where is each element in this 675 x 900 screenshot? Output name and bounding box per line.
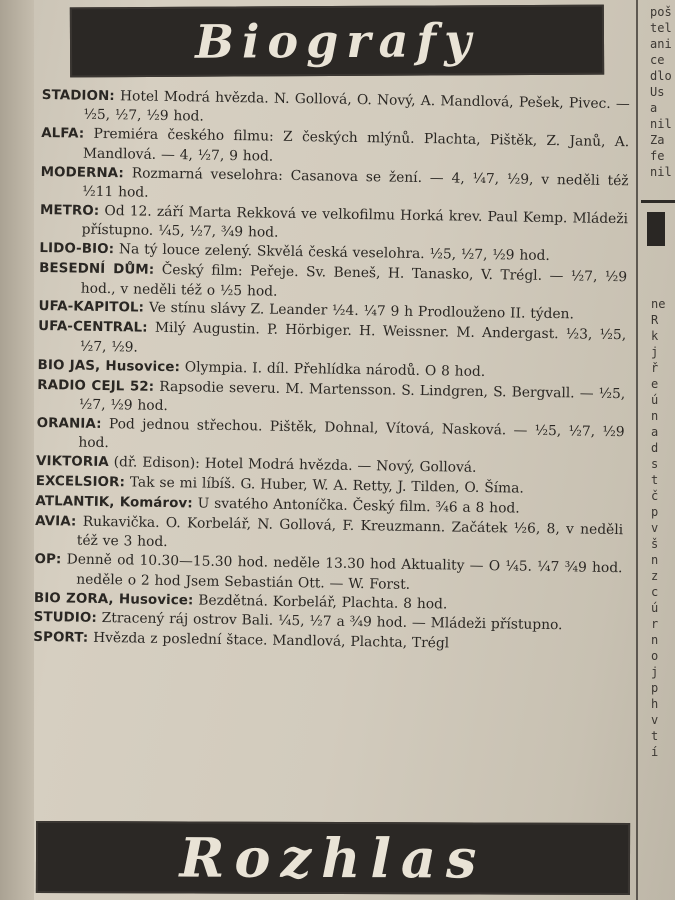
column-fragment-line: p: [651, 505, 659, 519]
column-fragment-line: o: [651, 649, 659, 663]
column-fragment-line: t: [651, 729, 659, 743]
column-fragment-line: j: [651, 665, 659, 679]
cinema-name: STUDIO:: [33, 610, 97, 627]
cinema-name: EXCELSIOR:: [35, 474, 126, 491]
listing-details: Milý Augustin. P. Hörbiger. H. Weissner. M. Andergast. ½3, ½5, ½7, ½9.: [79, 320, 627, 356]
cinema-listings: [33, 86, 630, 657]
section-header-biografy: [70, 5, 604, 78]
cinema-name: RADIO CEJL 52:: [37, 377, 155, 395]
column-fragment-line: j: [651, 345, 659, 359]
column-fragment-line: č: [651, 489, 659, 503]
column-fragment-line: fe: [650, 149, 665, 163]
column-fragment-line: dlo: [650, 69, 672, 83]
column-fragment-line: ce: [650, 53, 665, 67]
cinema-name: UFA-KAPITOL:: [38, 299, 145, 317]
listing-details: Hotel Modrá hvězda. N. Gollová, O. Nový, A. Mandlová, Pešek, Pivec. — ½5, ½7, ½9 hod.: [83, 88, 630, 125]
listing-details: Denně od 10.30—15.30 hod. neděle 13.30 hod Aktuality — O ¼5. ¼7 ¾9 hod. neděle o 2 hod Jsem Sebastián Ott. — W. Forst.: [66, 551, 623, 593]
cinema-name: METRO:: [39, 202, 100, 219]
column-fragment-line: c: [651, 585, 659, 599]
column-fragment-line: poš: [650, 5, 672, 19]
cinema-name: UFA-CENTRAL:: [38, 319, 148, 337]
column-fragment-line: p: [651, 681, 659, 695]
listing-details: Bezdětná. Korbelář, Plachta. 8 hod.: [198, 592, 448, 612]
column-fragment-line: ani: [650, 37, 672, 51]
adjacent-column-text-lower: [651, 296, 665, 760]
listing-details: Od 12. září Marta Rekková ve velkofilmu Horká krev. Paul Kemp. Mládeži přístupno. ¼5, ½7, ¾9 hod.: [81, 202, 629, 242]
column-fragment-line: š: [651, 537, 659, 551]
column-fragment-line: nil: [650, 117, 672, 131]
listing-details: Pod jednou střechou. Pištěk, Dohnal, Vítová, Nasková. — ½5, ½7, ½9 hod.: [78, 416, 625, 452]
column-fragment-line: R: [651, 313, 659, 327]
headline-fragment-block: [647, 212, 665, 246]
listing-details: (dř. Edison): Hotel Modrá hvězda. — Nový, Gollová.: [113, 454, 477, 477]
section-title: Biografy: [194, 13, 480, 69]
cinema-name: ALFA:: [41, 126, 85, 142]
cinema-name: LIDO-BIO:: [39, 241, 115, 258]
listing-details: Rapsodie severu. M. Martensson. S. Lindgren, S. Bergvall. — ½5, ½7, ½9 hod.: [78, 378, 626, 415]
column-fragment-line: n: [651, 409, 659, 423]
section-title: Rozhlas: [179, 825, 487, 891]
cinema-name: BESEDNÍ DŮM:: [39, 261, 155, 278]
cinema-name: SPORT:: [33, 630, 89, 647]
listing-details: Na tý louce zelený. Skvělá česká veselohra. ½5, ½7, ½9 hod.: [118, 241, 550, 265]
column-fragment-line: tel: [650, 21, 672, 35]
column-fragment-line: ú: [651, 393, 659, 407]
page-edge-shadow: [0, 0, 34, 900]
column-fragment-line: z: [651, 569, 659, 583]
column-fragment-line: h: [651, 697, 659, 711]
column-fragment-line: v: [651, 521, 659, 535]
listing-details: Hvězda z poslední štace. Mandlová, Plachta, Trégl: [93, 630, 450, 652]
column-divider: [636, 0, 638, 900]
cinema-name: AVIA:: [35, 513, 77, 530]
listing-details: Premiéra českého filmu: Z českých mlýnů. Plachta, Pištěk, Z. Janů, A. Mandlová. — 4, ½7, 9 hod.: [82, 126, 630, 165]
column-fragment-line: Us: [650, 85, 665, 99]
cinema-name: VIKTORIA: [35, 454, 109, 471]
column-fragment-line: k: [651, 329, 659, 343]
column-fragment-line: a: [650, 101, 658, 115]
adjacent-column-fragment: [641, 0, 675, 900]
listing-details: Tak se mi líbíš. G. Huber, W. A. Retty, J. Tilden, O. Šíma.: [129, 474, 524, 497]
section-header-rozhlas: [36, 821, 630, 895]
column-rule: [641, 200, 675, 203]
listing-details: Olympia. I. díl. Přehlídka národů. O 8 hod.: [184, 358, 486, 380]
listing-details: Ve stínu slávy Z. Leander ½4. ¼7 9 h Prodlouženo II. týden.: [148, 300, 575, 323]
cinema-name: ORANIA:: [36, 415, 102, 432]
column-fragment-line: ú: [651, 601, 659, 615]
cinema-name: ATLANTIK, Komárov:: [35, 493, 193, 512]
column-fragment-line: nil: [650, 165, 672, 179]
cinema-name: STADION:: [41, 87, 115, 105]
column-fragment-line: s: [651, 457, 659, 471]
column-fragment-line: r: [651, 617, 659, 631]
column-fragment-line: Za: [650, 133, 665, 147]
adjacent-column-text-top: [650, 4, 672, 180]
listing-details: U svatého Antoníčka. Český film. ¾6 a 8 hod.: [197, 495, 520, 517]
column-fragment-line: n: [651, 633, 659, 647]
column-fragment-line: ne: [651, 297, 666, 311]
cinema-name: MODERNA:: [40, 164, 125, 181]
cinema-name: OP:: [34, 552, 62, 568]
cinema-name: BIO JAS, Husovice:: [37, 357, 181, 375]
column-fragment-line: e: [651, 377, 659, 391]
column-fragment-line: d: [651, 441, 659, 455]
listing-details: Ztracený ráj ostrov Bali. ¼5, ½7 a ¾9 hod. — Mládeži přístupno.: [101, 610, 563, 634]
column-fragment-line: ř: [651, 361, 659, 375]
listing-details: Český film: Peřeje. Sv. Beneš, H. Tanasko, V. Trégl. — ½7, ½9 hod., v neděli též o ½5 hod.: [80, 262, 628, 300]
column-fragment-line: n: [651, 553, 659, 567]
column-fragment-line: í: [651, 745, 659, 759]
listing-details: Rozmarná veselohra: Casanova se žení. — 4, ¼7, ½9, v neděli též ½11 hod.: [82, 165, 629, 201]
column-fragment-line: a: [651, 425, 659, 439]
column-fragment-line: v: [651, 713, 659, 727]
cinema-name: BIO ZORA, Husovice:: [33, 590, 194, 609]
column-fragment-line: t: [651, 473, 659, 487]
listing-details: Rukavička. O. Korbelář, N. Gollová, F. Kreuzmann. Začátek ½6, 8, v neděli též ve 3 hod.: [76, 513, 624, 551]
